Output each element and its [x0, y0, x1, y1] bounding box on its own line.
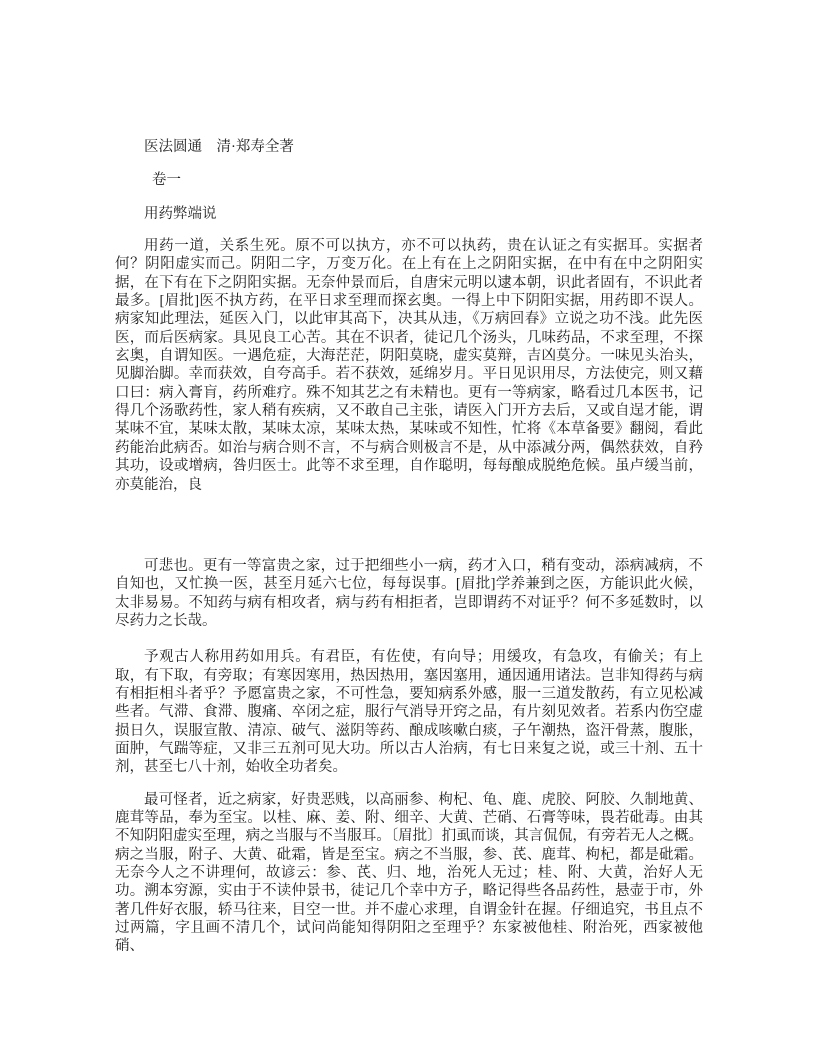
- paragraph: 予观古人称用药如用兵。有君臣，有佐使，有向导；用缓攻，有急攻，有偷关；有上取，有下取，有旁取；有寒因寒用，热因热用，塞因塞用，通因通用诸法。岂非知得药与病有相拒相斗者乎？予愿富贵之家，不可性急，要知病系外感，服一三道发散药，有立见松减些者。气滞、食滞、腹痛、卒闭之症，服行气消导开窍之品，有片刻见效者。若系内伤空虚损日久，误服宣散、清凉、破气、滋阴等药、酿成咳嗽白痰，子午潮热，盗汗骨蒸，腹胀，面肿，气踹等症，又非三五剂可见大功。所以古人治病，有七日来复之说，或三十剂、五十剂，甚至七八十剂，始收全功者矣。: [115, 649, 703, 776]
- paragraph: 用药一道，关系生死。原不可以执方，亦不可以执药，贵在认证之有实据耳。实据者何？阴阳虚实而己。阴阳二字，万变万化。在上有在上之阴阳实据，在中有在中之阴阳实据，在下有在下之阴阳实据。无奈仲景而后，自唐宋元明以逮本朝，识此者固有，不识此者最多。[眉批]医不执方药，在平日求至理而探玄奥。一得上中下阴阳实据，用药即不误人。病家知此理法，延医入门，以此审其高下，决其从违，《万病回春》立说之功不浅。此先医医，而后医病家。具见良工心苦。其在不识者，徒记几个汤头，几味药品，不求至理，不探玄奥，自谓知医。一遇危症，大海茫茫，阴阳莫晓，虚实莫辩，吉凶莫分。一味见头治头，见脚治脚。幸而获效，自夸高手。若不获效，延绵岁月。平日见识用尽，方法使完，则又藉口曰：病入膏肓，药所难疗。殊不知其艺之有未精也。更有一等病家，略看过几本医书，记得几个汤歌药性，家人稍有疾病，又不敢自己主张，请医入门开方去后，又或自逞才能，谓某味不宜，某味太散，某味太凉，某味太热，某味或不知性，忙将《本草备要》翻阅，看此药能治此病否。如治与病合则不言，不与病合则极言不是，从中添减分两，偶然获效，自矜其功，设或增病，咎归医士。此等不求至理，自作聪明，每每酿成脱绝危候。虽卢缓当前，亦莫能治，良: [115, 238, 703, 493]
- paragraph: 最可怪者，近之病家，好贵恶贱，以高丽参、枸杞、龟、鹿、虎胶、阿胶、久制地黄、鹿茸等品，奉为至宝。以桂、麻、姜、附、细辛、大黄、芒硝、石膏等味，畏若砒毒。由其不知阴阳虚实至理，病之当服与不当服耳。〔眉批〕扪虱而谈，其言侃侃，有旁若无人之概。病之当服，附子、大黄、砒霜，皆是至宝。病之不当服，参、芪、鹿茸、枸杞，都是砒霜。无奈今人之不讲理何，故谚云：参、芪、归、地，治死人无过；桂、附、大黄，治好人无功。溯本穷源，实由于不读仲景书，徒记几个幸中方子，略记得些各品药性，悬壶于市，外著几件好衣服，轿马往来，目空一世。并不虚心求理，自谓金针在握。仔细追究，书且点不过两篇，字且画不清几个，试问尚能知得阴阳之至理乎？东家被他桂、附治死，西家被他硝、: [115, 791, 703, 955]
- section-heading: 用药弊端说: [144, 205, 217, 222]
- book-title: 医法圆通 清·郑寿全著: [144, 139, 294, 155]
- paragraph: 可悲也。更有一等富贵之家，过于把细些小一病，药才入口，稍有变动，添病减病，不自知也，又忙换一医，甚至月延六七位，每每误事。[眉批]学养兼到之医，方能识此火候，太非易易。不知药与病有相攻者，病与药有相拒者，岂即谓药不对证乎？何不多延数时，以尽药力之长哉。: [115, 557, 703, 629]
- volume-heading: 卷一: [151, 172, 181, 189]
- page-content: [115, 138, 703, 956]
